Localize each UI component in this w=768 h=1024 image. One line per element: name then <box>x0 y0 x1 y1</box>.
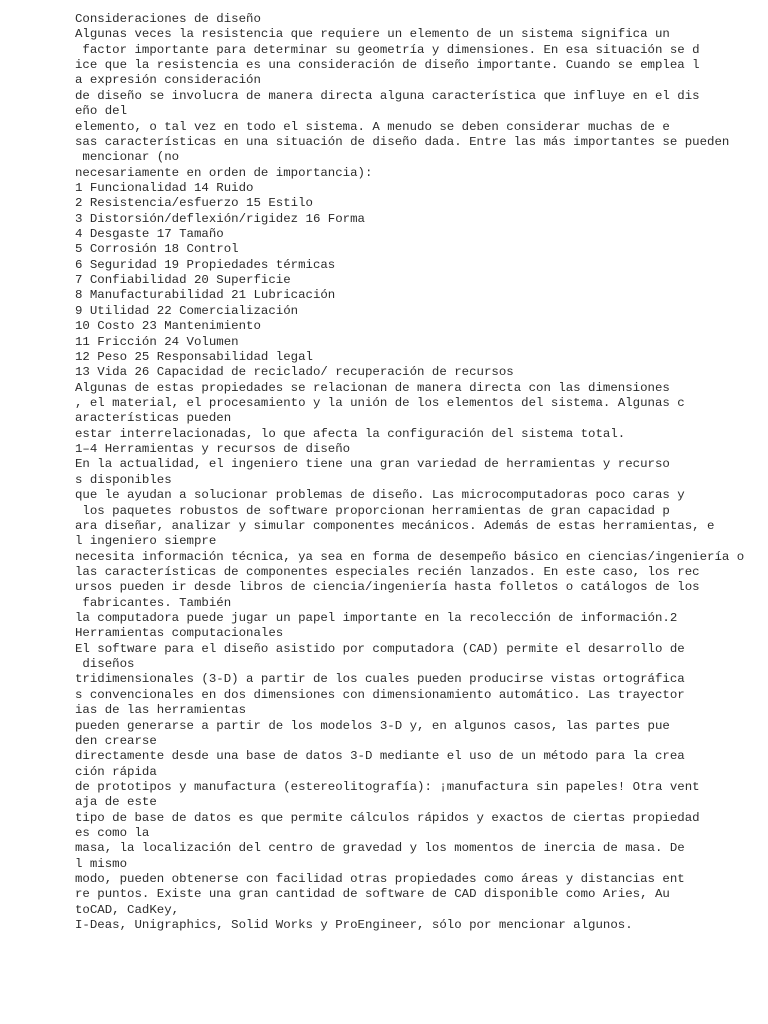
paragraph-line: l ingeniero siempre <box>75 534 217 549</box>
paragraph-line: sas características en una situación de diseño dada. Entre las más importantes se pueden <box>75 134 730 149</box>
paragraph-line: s disponibles <box>75 472 172 487</box>
list-item: 10 Costo 23 Mantenimiento <box>75 319 261 334</box>
paragraph-line: ara diseñar, analizar y simular componentes mecánicos. Además de estas herramientas, e <box>75 518 715 533</box>
list-item: 5 Corrosión 18 Control <box>75 242 239 257</box>
paragraph-line: que le ayudan a solucionar problemas de diseño. Las microcomputadoras poco caras y <box>75 488 685 503</box>
paragraph-line: las características de componentes especiales recién lanzados. En este caso, los rec <box>75 564 700 579</box>
list-item: 4 Desgaste 17 Tamaño <box>75 227 224 242</box>
list-item: 11 Fricción 24 Volumen <box>75 334 239 349</box>
paragraph-line: aja de este <box>75 795 157 810</box>
paragraph-line: den crearse <box>75 733 157 748</box>
section-heading: 1–4 Herramientas y recursos de diseño <box>75 442 351 457</box>
paragraph-line: re puntos. Existe una gran cantidad de software de CAD disponible como Aries, Au <box>75 887 670 902</box>
paragraph-line: tridimensionales (3-D) a partir de los cuales pueden producirse vistas ortográfica <box>75 672 685 687</box>
list-item: 13 Vida 26 Capacidad de reciclado/ recuperación de recursos <box>75 365 514 380</box>
paragraph-line: fabricantes. También <box>75 595 232 610</box>
paragraph-line: ursos pueden ir desde libros de ciencia/ingeniería hasta folletos o catálogos de los <box>75 580 700 595</box>
paragraph-line: ias de las herramientas <box>75 703 247 718</box>
paragraph-line: mencionar (no <box>75 150 180 165</box>
paragraph-line: , el material, el procesamiento y la unión de los elementos del sistema. Algunas c <box>75 395 685 410</box>
list-item: 2 Resistencia/esfuerzo 15 Estilo <box>75 196 313 211</box>
paragraph-line: factor importante para determinar su geometría y dimensiones. En esa situación se d <box>75 42 700 57</box>
paragraph-line: tipo de base de datos es que permite cálculos rápidos y exactos de ciertas propiedad <box>75 810 700 825</box>
paragraph-line: a expresión consideración <box>75 73 261 88</box>
list-item: 1 Funcionalidad 14 Ruido <box>75 180 254 195</box>
paragraph-line: toCAD, CadKey, <box>75 902 180 917</box>
paragraph-line: eño del <box>75 104 128 119</box>
tools-paragraph <box>75 457 765 626</box>
paragraph-line: necesita información técnica, ya sea en forma de desempeño básico en ciencias/ingeniería o <box>75 549 745 564</box>
paragraph-line: modo, pueden obtenerse con facilidad otras propiedades como áreas y distancias ent <box>75 872 685 887</box>
paragraph-line: elemento, o tal vez en todo el sistema. A menudo se deben considerar muchas de e <box>75 119 670 134</box>
paragraph-line: Algunas de estas propiedades se relacionan de manera directa con las dimensiones <box>75 380 670 395</box>
paragraph-line: ción rápida <box>75 764 157 779</box>
paragraph-line: Algunas veces la resistencia que requiere un elemento de un sistema significa un <box>75 27 670 42</box>
list-item: 7 Confiabilidad 20 Superficie <box>75 273 291 288</box>
paragraph-line: El software para el diseño asistido por computadora (CAD) permite el desarrollo de <box>75 641 685 656</box>
list-item: 12 Peso 25 Responsabilidad legal <box>75 349 313 364</box>
list-item: 6 Seguridad 19 Propiedades térmicas <box>75 257 336 272</box>
paragraph-line: directamente desde una base de datos 3-D mediante el uso de un método para la crea <box>75 749 685 764</box>
subsection-heading: Herramientas computacionales <box>75 626 284 641</box>
paragraph-line: de diseño se involucra de manera directa alguna característica que influye en el dis <box>75 88 700 103</box>
paragraph-line: I-Deas, Unigraphics, Solid Works y ProEngineer, sólo por mencionar algunos. <box>75 918 633 933</box>
closing-paragraph <box>75 381 765 442</box>
paragraph-line: En la actualidad, el ingeniero tiene una gran variedad de herramientas y recurso <box>75 457 670 472</box>
list-item: 8 Manufacturabilidad 21 Lubricación <box>75 288 336 303</box>
cad-paragraph <box>75 642 765 934</box>
considerations-list <box>75 181 765 381</box>
document-body <box>75 12 765 934</box>
paragraph-line: pueden generarse a partir de los modelos 3-D y, en algunos casos, las partes pue <box>75 718 670 733</box>
paragraph-line: diseños <box>75 657 135 672</box>
paragraph-line: es como la <box>75 826 150 841</box>
paragraph-line: s convencionales en dos dimensiones con dimensionamiento automático. Las trayector <box>75 687 685 702</box>
paragraph-line: masa, la localización del centro de gravedad y los momentos de inercia de masa. De <box>75 841 685 856</box>
paragraph-line: estar interrelacionadas, lo que afecta la configuración del sistema total. <box>75 426 626 441</box>
paragraph-line: l mismo <box>75 856 128 871</box>
page-title: Consideraciones de diseño <box>75 12 261 26</box>
paragraph-line: de prototipos y manufactura (estereolitografía): ¡manufactura sin papeles! Otra vent <box>75 779 700 794</box>
paragraph-line: la computadora puede jugar un papel importante en la recolección de información.2 <box>75 611 678 626</box>
paragraph-line: aracterísticas pueden <box>75 411 232 426</box>
intro-paragraph <box>75 27 765 181</box>
paragraph-line: los paquetes robustos de software proporcionan herramientas de gran capacidad p <box>75 503 670 518</box>
paragraph-line: necesariamente en orden de importancia): <box>75 165 373 180</box>
list-item: 9 Utilidad 22 Comercialización <box>75 303 299 318</box>
paragraph-line: ice que la resistencia es una consideración de diseño importante. Cuando se emplea l <box>75 58 700 73</box>
list-item: 3 Distorsión/deflexión/rigidez 16 Forma <box>75 211 365 226</box>
